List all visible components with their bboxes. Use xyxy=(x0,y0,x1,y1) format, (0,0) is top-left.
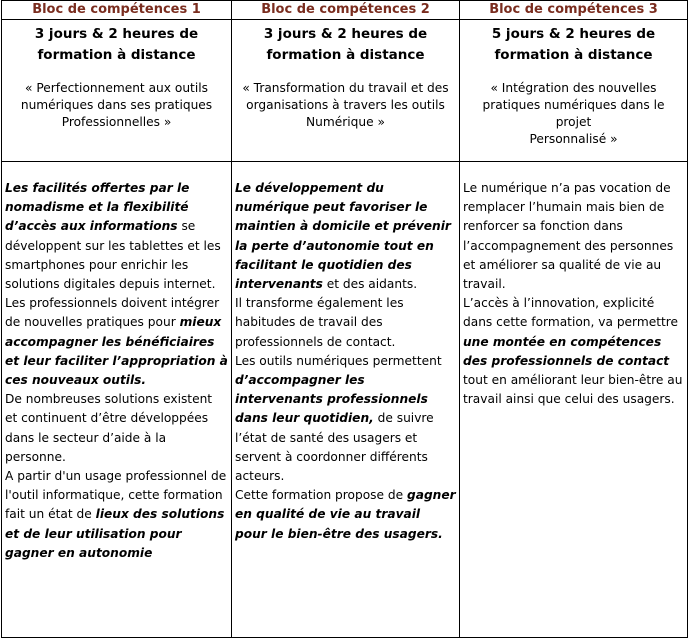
text-run: De nombreuses solutions existent et continuent d’être développées dans le secteur d’aide à la personne. xyxy=(5,392,213,464)
bloc-2-duration: 3 jours & 2 heures de formation à distance xyxy=(263,26,428,63)
paragraph xyxy=(463,179,684,294)
text-run: tout en améliorant leur bien-être au travail ainsi que celui des usagers. xyxy=(463,373,683,407)
text-run: A partir d'un usage professionnel de l'outil informatique, cette formation fait un état de xyxy=(5,469,227,522)
paragraph xyxy=(463,294,684,409)
paragraph xyxy=(235,179,456,294)
text-run: Il transforme également les habitudes de travail des professionnels de contact. xyxy=(235,296,404,349)
bloc-3-duration: 5 jours & 2 heures de formation à distance xyxy=(491,26,656,63)
bloc-3-header xyxy=(460,20,688,162)
bloc-2-title: Bloc de compétences 2 xyxy=(232,1,460,20)
text-run: Les professionnels doivent intégrer de nouvelles pratiques pour xyxy=(5,296,220,330)
title-row xyxy=(2,1,688,20)
paragraph xyxy=(5,179,228,294)
bloc-1-description xyxy=(2,162,232,638)
emphasized-text: une montée en compétences des professionnels de contact xyxy=(463,334,670,368)
text-run: Le numérique n’a pas vocation de remplacer l’humain mais bien de renforcer sa fonction dans l’accompagnement des personnes et améliorer sa qualité de vie au travail. xyxy=(463,181,674,292)
bloc-2-objective: « Transformation du travail et des organisations à travers les outils Numérique » xyxy=(242,81,449,129)
bloc-3-objective: « Intégration des nouvelles pratiques numériques dans le projet Personnalisé » xyxy=(482,81,665,146)
emphasized-text: lieux des solutions et de leur utilisation pour gagner en autonomie xyxy=(5,507,225,560)
text-run: se développent sur les tablettes et les smartphones pour enrichir les solutions digitales depuis internet. xyxy=(5,219,221,292)
paragraph xyxy=(235,486,456,544)
text-run: de suivre l’état de santé des usagers et servent à coordonner différents acteurs. xyxy=(235,411,434,484)
paragraph xyxy=(5,390,228,467)
paragraph xyxy=(235,352,456,486)
text-run: L’accès à l’innovation, explicité dans cette formation, va permettre xyxy=(463,296,679,330)
paragraph xyxy=(5,467,228,563)
text-run: et des aidants. xyxy=(322,277,418,292)
emphasized-text: Les facilités offertes par le nomadisme et la flexibilité d’accès aux informations xyxy=(5,181,190,234)
emphasized-text: Le développement du numérique peut favoriser le maintien à domicile et prévenir la perte d’autonomie tout en facilitant le quotidien des intervenants xyxy=(235,181,451,292)
emphasized-text: d’accompagner les intervenants professionnels dans leur quotidien, xyxy=(235,373,428,426)
text-run: Les outils numériques permettent xyxy=(235,353,442,368)
bloc-3-description xyxy=(460,162,688,638)
competences-table xyxy=(1,0,688,638)
emphasized-text: gagner en qualité de vie au travail pour le bien-être des usagers. xyxy=(235,488,456,541)
bloc-2-description xyxy=(232,162,460,638)
body-row xyxy=(2,162,688,638)
paragraph xyxy=(5,294,228,390)
bloc-2-header xyxy=(232,20,460,162)
paragraph xyxy=(235,294,456,352)
bloc-1-title: Bloc de compétences 1 xyxy=(2,1,232,20)
bloc-1-header xyxy=(2,20,232,162)
bloc-1-objective: « Perfectionnement aux outils numériques dans ses pratiques Professionnelles » xyxy=(20,81,213,129)
bloc-3-title: Bloc de compétences 3 xyxy=(460,1,688,20)
emphasized-text: mieux accompagner les bénéficiaires et leur faciliter l’appropriation à ces nouveaux outils. xyxy=(5,315,228,388)
text-run: Cette formation propose de xyxy=(235,488,407,503)
header-row xyxy=(2,20,688,162)
bloc-1-duration: 3 jours & 2 heures de formation à distance xyxy=(34,26,199,63)
